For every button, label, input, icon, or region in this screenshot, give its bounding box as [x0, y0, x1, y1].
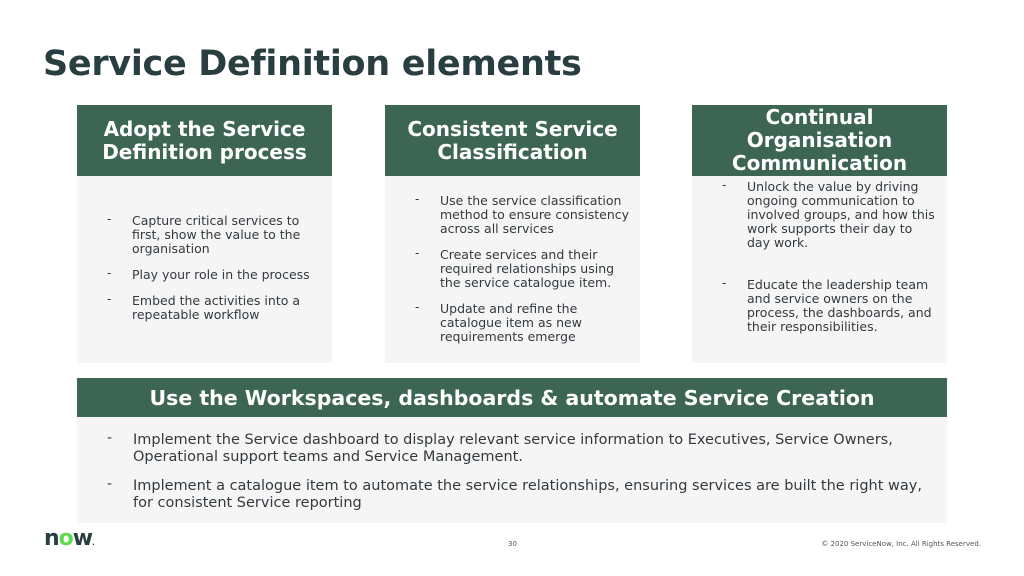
list-item: - Use the service classification method to ensure consistency across all services	[415, 192, 630, 236]
dash-marker: -	[415, 246, 420, 260]
column-heading-text: Consistent Service Classification	[407, 116, 618, 164]
copyright-notice: © 2020 ServiceNow, Inc. All Rights Reserved.	[821, 540, 981, 548]
dash-marker: -	[107, 430, 113, 446]
dash-marker: -	[107, 292, 112, 306]
column-heading-adopt	[77, 105, 332, 176]
servicenow-logo: now.	[44, 526, 95, 551]
bullet-list	[385, 194, 632, 356]
slide-title: Service Definition elements	[43, 44, 582, 84]
bullet-list	[77, 214, 324, 334]
list-item: - Play your role in the process	[107, 266, 310, 282]
column-heading-text: Continual Organisation Communication	[731, 105, 908, 175]
dash-marker: -	[722, 276, 727, 290]
column-body-adopt	[77, 176, 332, 363]
column-body-communication	[692, 176, 947, 363]
bullet-list	[77, 432, 927, 524]
dash-marker: -	[415, 300, 420, 314]
page-number: 30	[508, 540, 517, 548]
column-body-classification	[385, 176, 640, 363]
dash-marker: -	[107, 212, 112, 226]
bottom-heading	[77, 378, 947, 417]
bottom-heading-text: Use the Workspaces, dashboards & automate Service Creation	[149, 385, 875, 410]
list-item: - Embed the activities into a repeatable workflow	[107, 292, 300, 322]
list-item: - Implement the Service dashboard to display relevant service information to Executives, Service Owners, Operational support teams and Service Management.	[107, 430, 893, 465]
list-item: - Create services and their required relationships using the service catalogue item.	[415, 246, 615, 290]
dash-marker: -	[107, 476, 113, 492]
list-item: - Unlock the value by driving ongoing communication to involved groups, and how this work supports their day to day work.	[722, 178, 935, 250]
dash-marker: -	[107, 266, 112, 280]
list-item: - Capture critical services to first, show the value to the organisation	[107, 212, 301, 256]
column-heading-classification	[385, 105, 640, 176]
bottom-body	[77, 417, 947, 523]
column-heading-communication	[692, 105, 947, 176]
list-item: - Educate the leadership team and service owners on the process, the dashboards, and their responsibilities.	[722, 276, 932, 334]
list-item: - Implement a catalogue item to automate the service relationships, ensuring services are built the right way, for consistent Service reporting	[107, 476, 922, 511]
column-heading-text: Adopt the Service Definition process	[102, 116, 307, 164]
bullet-list	[692, 180, 939, 346]
dash-marker: -	[722, 178, 727, 192]
dash-marker: -	[415, 192, 420, 206]
list-item: - Update and refine the catalogue item as new requirements emerge	[415, 300, 582, 344]
